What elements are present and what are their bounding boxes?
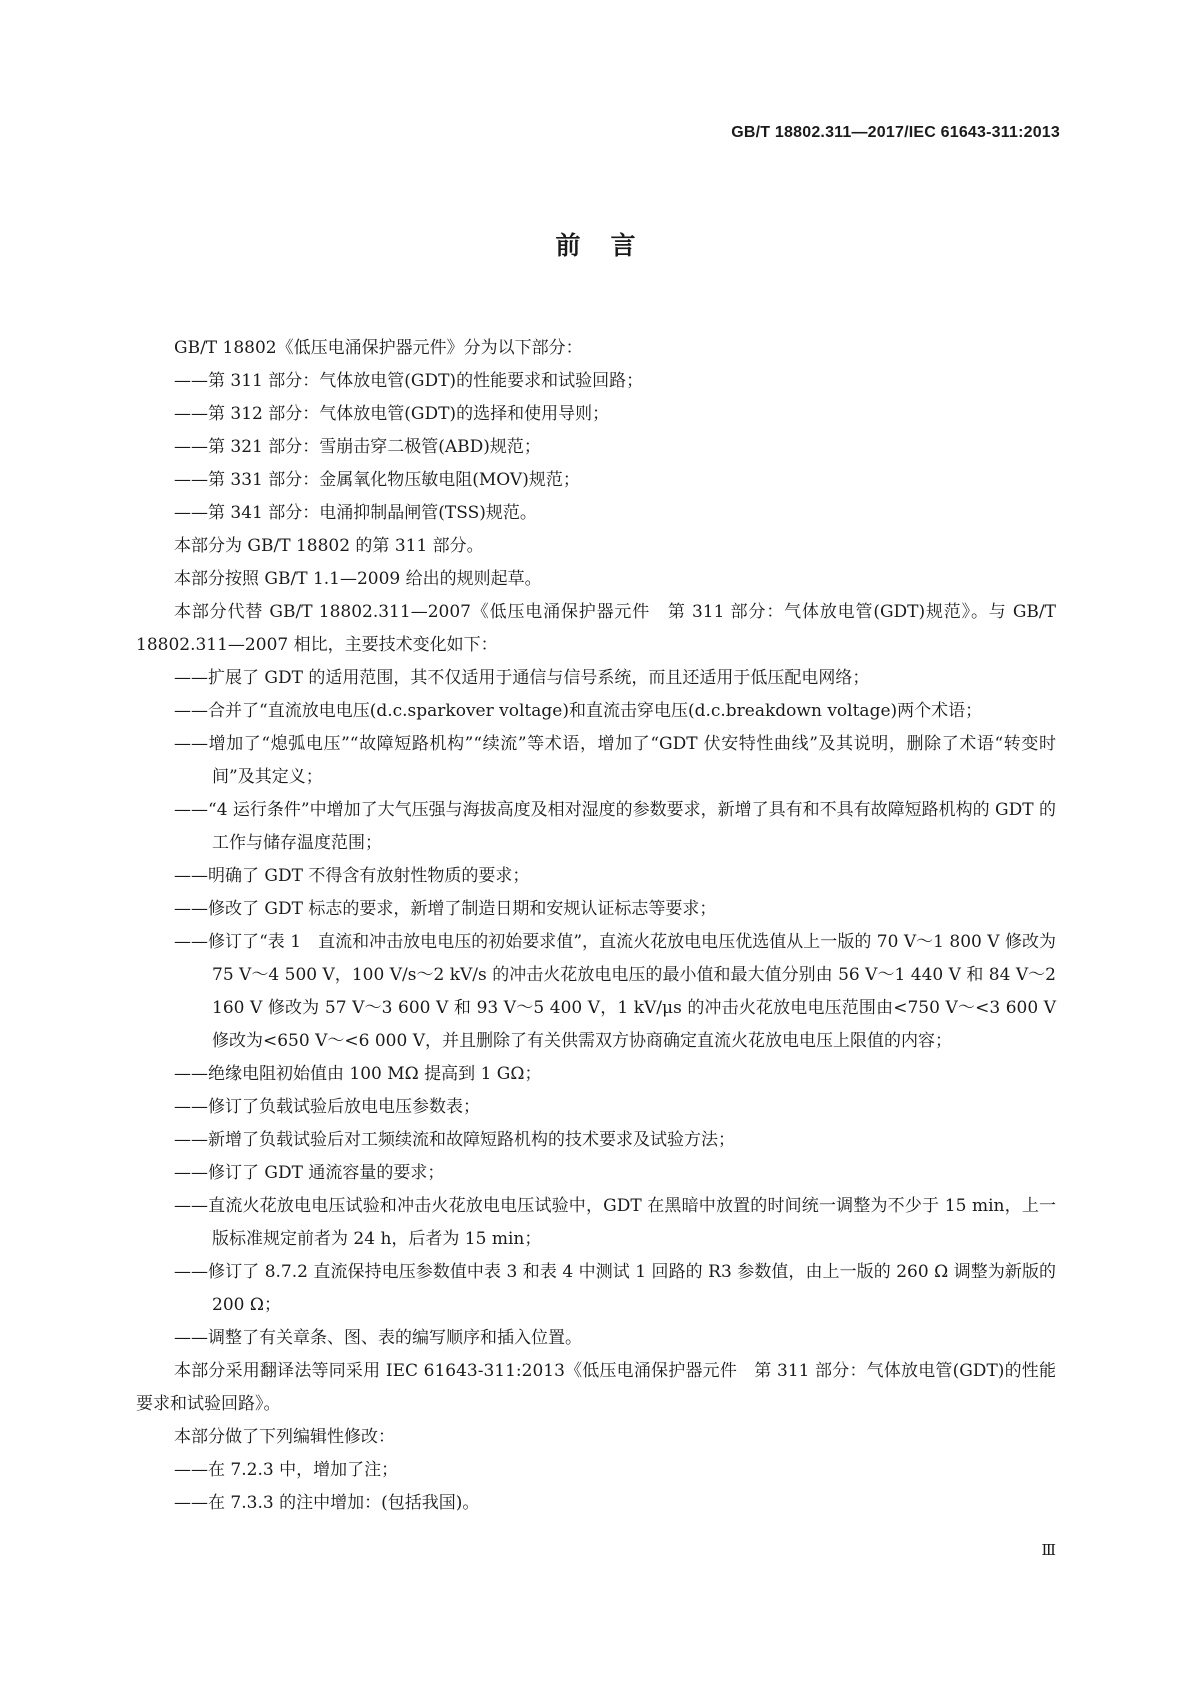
list-item: ——直流火花放电电压试验和冲击火花放电电压试验中，GDT 在黑暗中放置的时间统一调整为不少于 15 min，上一版标准规定前者为 24 h，后者为 15 min； [174,1196,1056,1249]
list-item: ——绝缘电阻初始值由 100 MΩ 提高到 1 GΩ； [174,1064,542,1084]
list-item: ——第 331 部分：金属氧化物压敏电阻(MOV)规范； [174,470,580,490]
list-item: ——修订了负载试验后放电电压参数表； [174,1097,480,1117]
standard-code-header: GB/T 18802.311—2017/IEC 61643-311:2013 [731,124,1060,141]
list-item: ——第 311 部分：气体放电管(GDT)的性能要求和试验回路； [174,371,644,391]
list-item: ——合并了“直流放电电压(d.c.sparkover voltage)和直流击穿电压(d.c.breakdown voltage)两个术语； [174,701,983,721]
paragraph: 本部分为 GB/T 18802 的第 311 部分。 [174,536,484,556]
page-title: 前言 [555,231,666,260]
list-item: ——“4 运行条件”中增加了大气压强与海拔高度及相对湿度的参数要求，新增了具有和不具有故障短路机构的 GDT 的工作与储存温度范围； [174,800,1056,853]
document-body [136,332,1056,1520]
list-item: ——修改了 GDT 标志的要求，新增了制造日期和安规认证标志等要求； [174,899,717,919]
list-item: ——修订了 8.7.2 直流保持电压参数值中表 3 和表 4 中测试 1 回路的 R3 参数值，由上一版的 260 Ω 调整为新版的 200 Ω； [174,1262,1056,1315]
list-item: ——在 7.3.3 的注中增加：(包括我国)。 [174,1493,480,1513]
paragraph: 本部分做了下列编辑性修改： [174,1427,395,1447]
paragraph: GB/T 18802《低压电涌保护器元件》分为以下部分： [174,338,583,358]
list-item: ——修订了“表 1 直流和冲击放电电压的初始要求值”，直流火花放电电压优选值从上一版的 70 V～1 800 V 修改为 75 V～4 500 V，100 V/s～2 kV/s 的冲击火花放电电压的最小值和最大值分别由 56 V～1 440 V 和 84 V～2 160 V 修改为 57 V～3 600 V 和 93 V～5 400 V，1 kV/μs 的冲击火花放电电压范围由<750 V～<3 600 V 修改为<650 V～<6 000 V，并且删除了有关供需双方协商确定直流火花放电电压上限值的内容； [174,932,1056,1051]
list-item: ——在 7.2.3 中，增加了注； [174,1460,399,1480]
list-item: ——扩展了 GDT 的适用范围，其不仅适用于通信与信号系统，而且还适用于低压配电网络； [174,668,870,688]
list-item: ——第 321 部分：雪崩击穿二极管(ABD)规范； [174,437,541,457]
paragraph: 本部分代替 GB/T 18802.311—2007《低压电涌保护器元件 第 311 部分：气体放电管(GDT)规范》。与 GB/T 18802.311—2007 相比，主要技术变化如下： [136,602,1056,655]
list-item: ——明确了 GDT 不得含有放射性物质的要求； [174,866,530,886]
list-item: ——修订了 GDT 通流容量的要求； [174,1163,445,1183]
list-item: ——新增了负载试验后对工频续流和故障短路机构的技术要求及试验方法； [174,1130,735,1150]
list-item: ——第 341 部分：电涌抑制晶闸管(TSS)规范。 [174,503,537,523]
list-item: ——调整了有关章条、图、表的编写顺序和插入位置。 [174,1328,582,1348]
paragraph: 本部分采用翻译法等同采用 IEC 61643-311:2013《低压电涌保护器元件 第 311 部分：气体放电管(GDT)的性能要求和试验回路》。 [136,1361,1056,1414]
paragraph: 本部分按照 GB/T 1.1—2009 给出的规则起草。 [174,569,542,589]
list-item: ——第 312 部分：气体放电管(GDT)的选择和使用导则； [174,404,610,424]
list-item: ——增加了“熄弧电压”“故障短路机构”“续流”等术语，增加了“GDT 伏安特性曲线”及其说明，删除了术语“转变时间”及其定义； [174,734,1056,787]
page-number: Ⅲ [1041,1541,1056,1559]
